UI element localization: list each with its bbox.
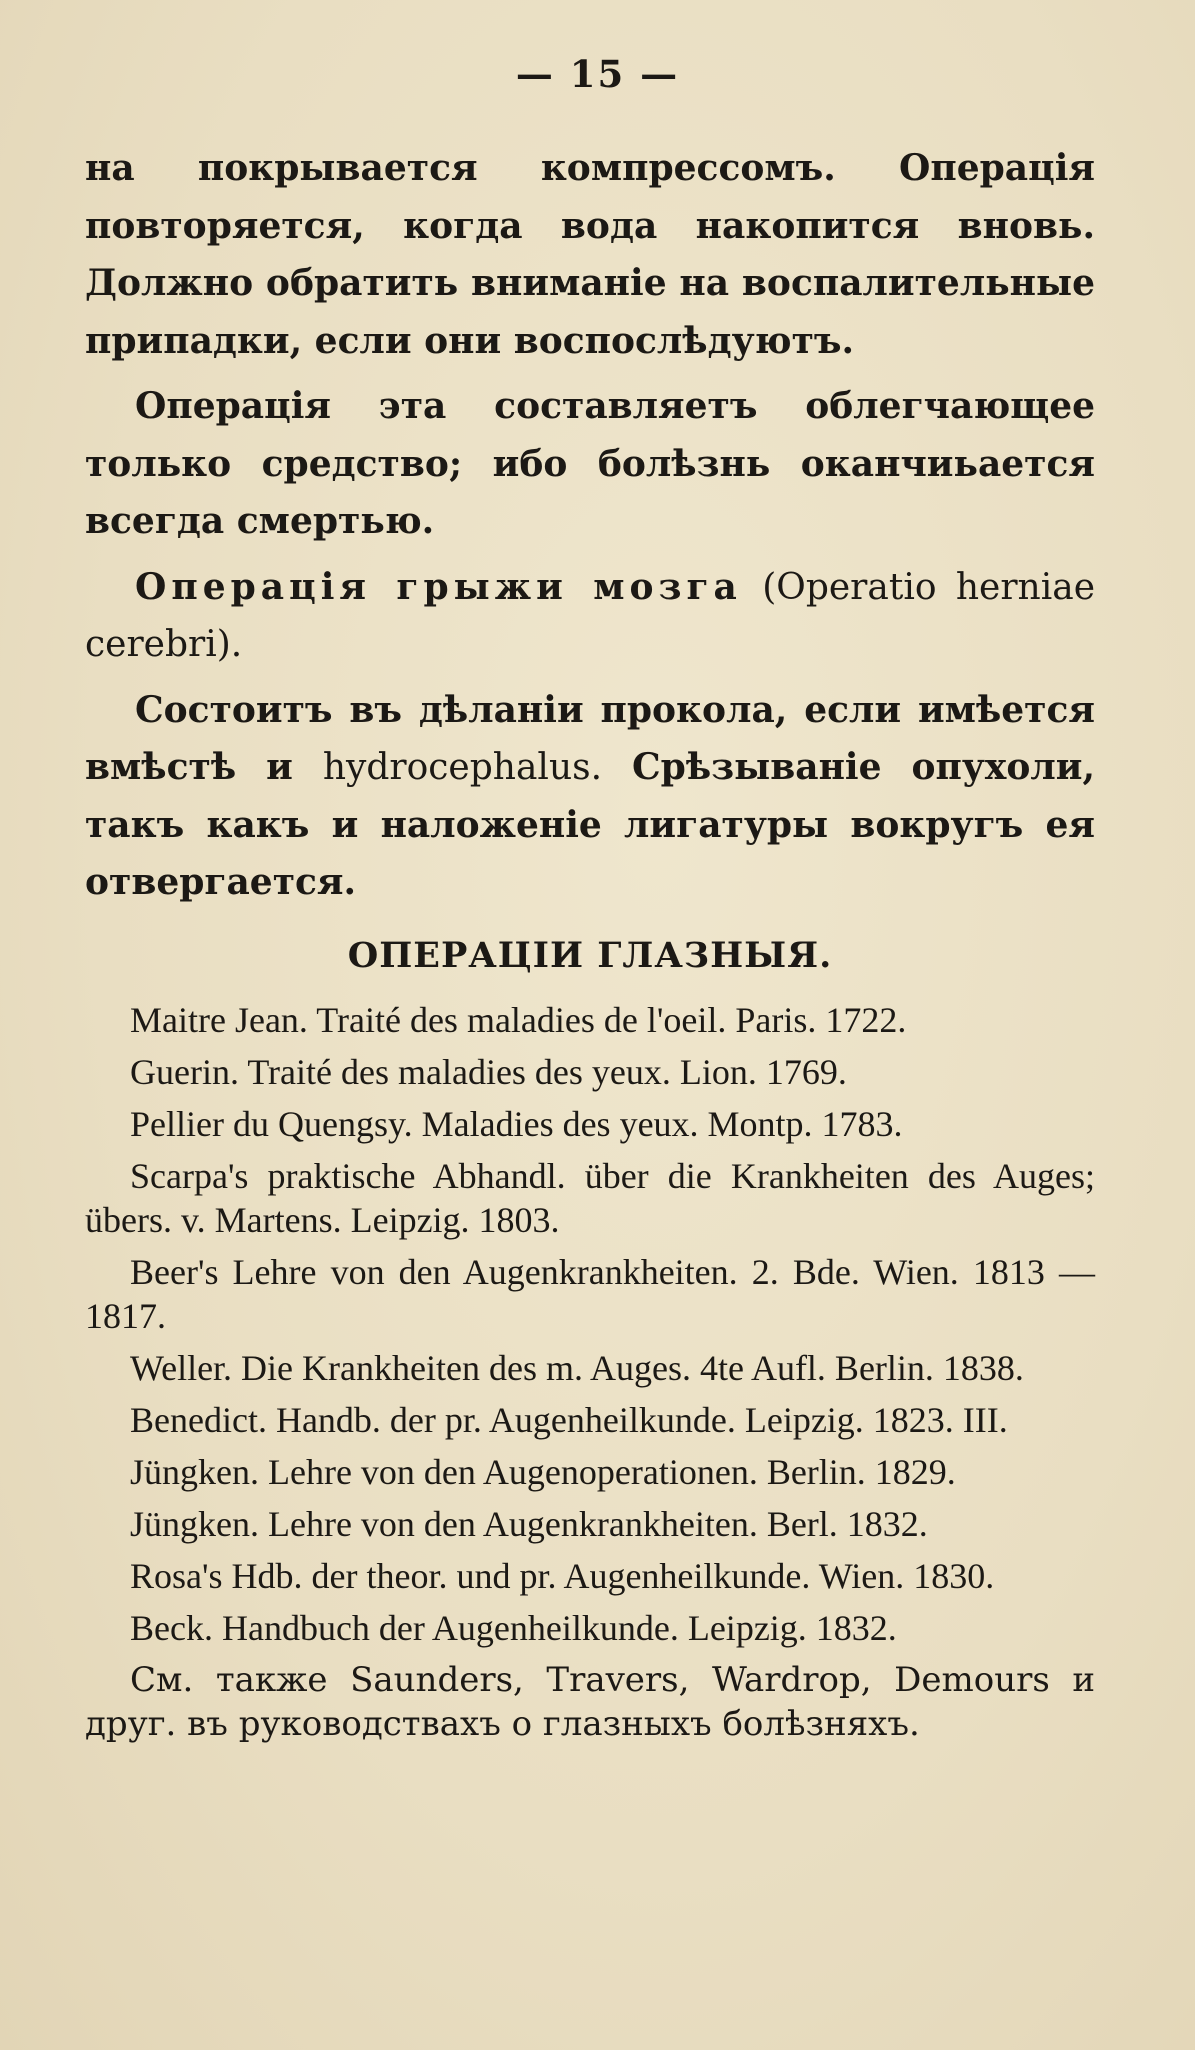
paragraph-operation-repeat: на покрывается компрессомъ. Операція повторяется, когда вода накопится вновь. Должно обратить вниманіе на воспалительные припадки, если они воспослѣдуютъ.: [85, 147, 1095, 362]
procedure-latin-term: hydrocephalus.: [322, 747, 603, 788]
reference-item: Scarpa's praktische Abhandl. über die Krankheiten des Auges; übers. v. Martens. Leipzig. 1803.: [85, 1155, 1095, 1240]
procedure-text-a: Состоитъ въ дѣланіи прокола, если имѣется вмѣстѣ и: [85, 688, 1095, 788]
page-number: — 15 —: [515, 52, 680, 96]
page-body: [85, 140, 1095, 1754]
reference-item: Beer's Lehre von den Augenkrankheiten. 2. Bde. Wien. 1813 — 1817.: [85, 1251, 1095, 1336]
reference-item: Weller. Die Krankheiten des m. Auges. 4te Aufl. Berlin. 1838.: [130, 1347, 1024, 1388]
reference-item: Rosa's Hdb. der theor. und pr. Augenheilkunde. Wien. 1830.: [130, 1555, 995, 1596]
reference-item: Maitre Jean. Traité des maladies de l'oeil. Paris. 1722.: [130, 999, 907, 1040]
section-heading-eye-operations: ОПЕРАЦІИ ГЛАЗНЫЯ.: [347, 934, 833, 976]
operation-title-latin: (Operatio herniae cerebri).: [85, 566, 1095, 665]
reference-item: Jüngken. Lehre von den Augenoperationen. Berlin. 1829.: [130, 1451, 956, 1492]
paragraph-procedure: [85, 682, 1095, 912]
reference-list: [85, 998, 1095, 1746]
reference-item: Jüngken. Lehre von den Augenkrankheiten. Berl. 1832.: [130, 1503, 928, 1544]
procedure-text-b: Срѣзываніе опухоли, такъ какъ и наложеніе лигатуры вокругъ ея отвергается.: [85, 746, 1095, 903]
reference-item: Guerin. Traité des maladies des yeux. Lion. 1769.: [130, 1051, 847, 1092]
paragraph-brain-hernia-title: [85, 559, 1095, 674]
operation-title: Операція грыжи мозга: [135, 565, 742, 608]
reference-item: Pellier du Quengsy. Maladies des yeux. Montp. 1783.: [130, 1103, 903, 1144]
reference-item-see-also: См. также Saunders, Travers, Wardrop, Demours и друг. въ руководствахъ о глазныхъ болѣзняхъ.: [85, 1659, 1095, 1744]
reference-item: Beck. Handbuch der Augenheilkunde. Leipzig. 1832.: [130, 1607, 897, 1648]
reference-item: Benedict. Handb. der pr. Augenheilkunde. Leipzig. 1823. III.: [130, 1399, 1008, 1440]
paragraph-palliative: Операція эта составляетъ облегчающее только средство; ибо болѣзнь оканчиьается всегда смертью.: [85, 385, 1095, 542]
